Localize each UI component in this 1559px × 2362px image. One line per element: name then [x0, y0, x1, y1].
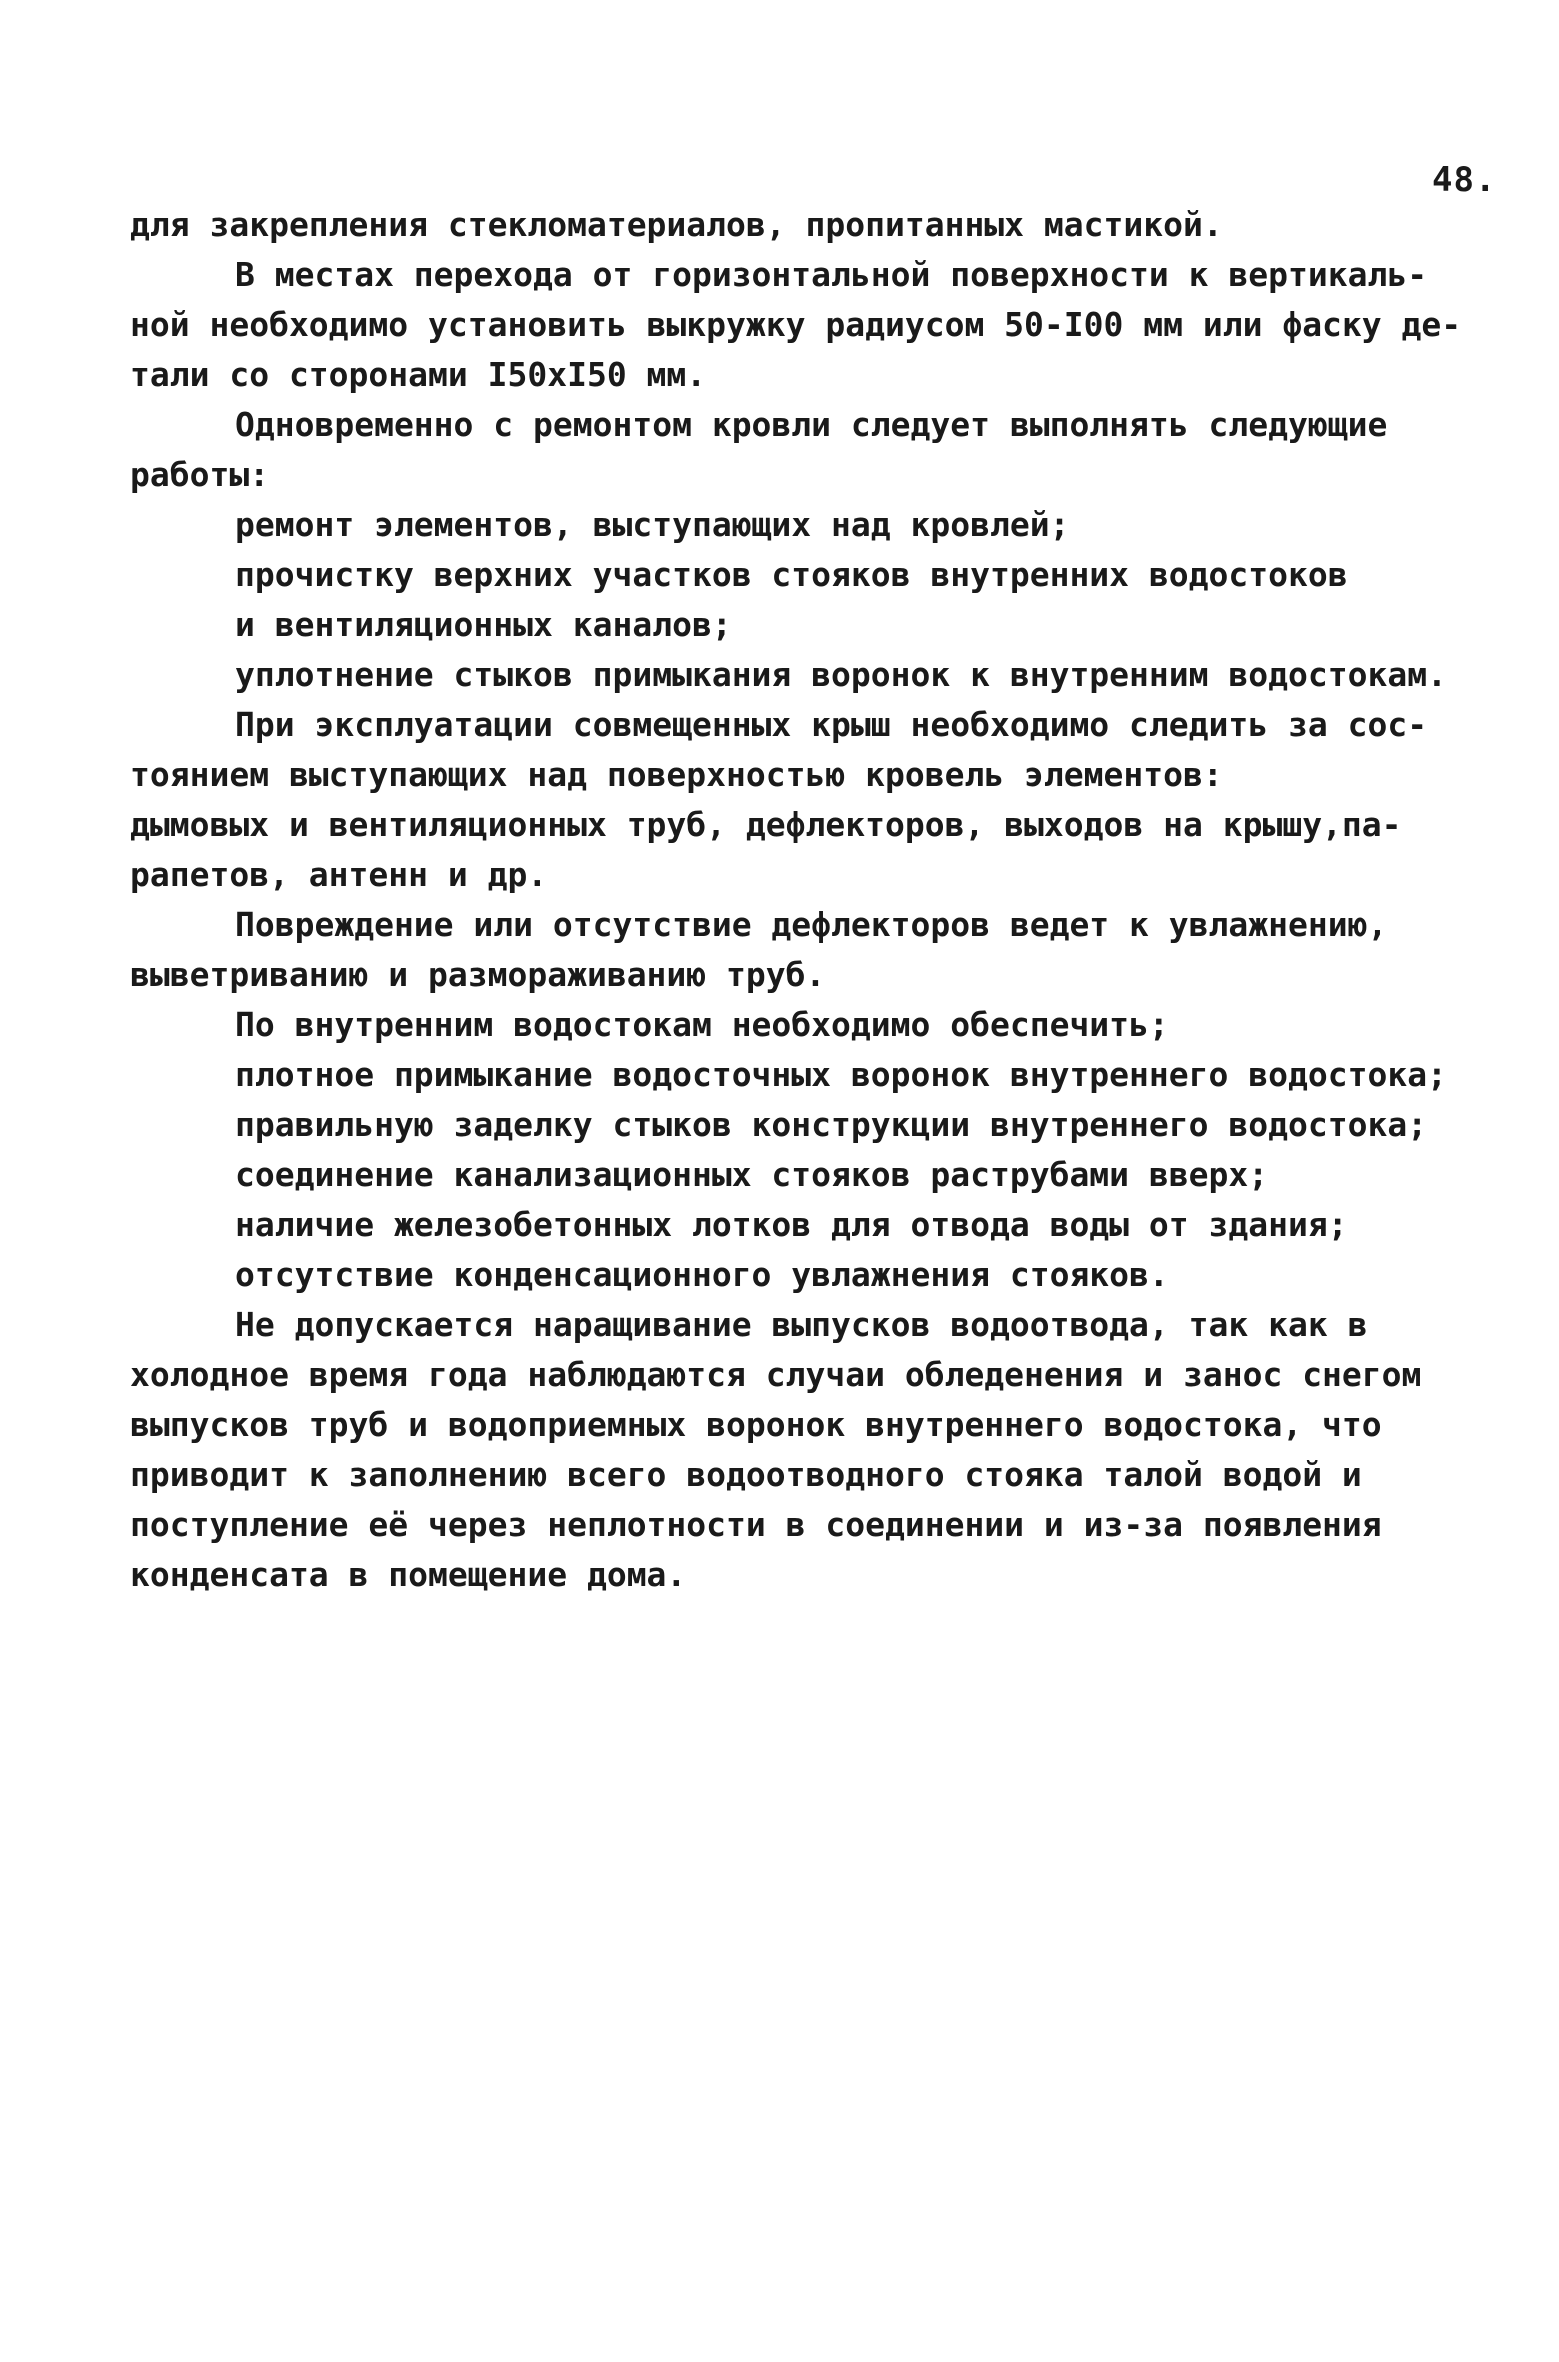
- text-line: поступление её через неплотности в соединении и из-за появления: [130, 1505, 1382, 1544]
- text-line: тоянием выступающих над поверхностью кровель элементов:: [130, 755, 1223, 794]
- text-line: Повреждение или отсутствие дефлекторов ведет к увлажнению,: [235, 905, 1388, 944]
- text-line: и вентиляционных каналов;: [235, 605, 732, 644]
- text-line: ной необходимо установить выкружку радиусом 50-I00 мм или фаску де-: [130, 305, 1462, 344]
- text-line: конденсата в помещение дома.: [130, 1555, 687, 1594]
- text-line: При эксплуатации совмещенных крыш необходимо следить за сос-: [235, 705, 1428, 744]
- text-line: для закрепления стекломатериалов, пропитанных мастикой.: [130, 205, 1223, 244]
- text-line: В местах перехода от горизонтальной поверхности к вертикаль-: [235, 255, 1428, 294]
- body-text: [130, 200, 1510, 1600]
- text-line: дымовых и вентиляционных труб, дефлекторов, выходов на крышу,па-: [130, 805, 1402, 844]
- text-line: соединение канализационных стояков раструбами вверх;: [235, 1155, 1269, 1194]
- text-line: правильную заделку стыков конструкции внутреннего водостока;: [235, 1105, 1428, 1144]
- text-line: плотное примыкание водосточных воронок внутреннего водостока;: [235, 1055, 1447, 1094]
- text-line: прочистку верхних участков стояков внутренних водостоков: [235, 555, 1348, 594]
- text-line: работы:: [130, 455, 270, 494]
- text-line: холодное время года наблюдаются случаи обледенения и занос снегом: [130, 1355, 1422, 1394]
- text-line: тали со сторонами I50xI50 мм.: [130, 355, 707, 394]
- text-line: уплотнение стыков примыкания воронок к внутренним водостокам.: [235, 655, 1447, 694]
- text-line: Одновременно с ремонтом кровли следует выполнять следующие: [235, 405, 1388, 444]
- text-line: рапетов, антенн и др.: [130, 855, 548, 894]
- text-line: выветриванию и размораживанию труб.: [130, 955, 826, 994]
- text-line: наличие железобетонных лотков для отвода воды от здания;: [235, 1205, 1348, 1244]
- text-line: приводит к заполнению всего водоотводного стояка талой водой и: [130, 1455, 1362, 1494]
- text-line: Не допускается наращивание выпусков водоотвода, так как в: [235, 1305, 1368, 1344]
- page-number: 48.: [1432, 160, 1497, 200]
- text-line: ремонт элементов, выступающих над кровлей;: [235, 505, 1070, 544]
- text-line: выпусков труб и водоприемных воронок внутреннего водостока, что: [130, 1405, 1382, 1444]
- text-line: отсутствие конденсационного увлажнения стояков.: [235, 1255, 1169, 1294]
- text-line: По внутренним водостокам необходимо обеспечить;: [235, 1005, 1169, 1044]
